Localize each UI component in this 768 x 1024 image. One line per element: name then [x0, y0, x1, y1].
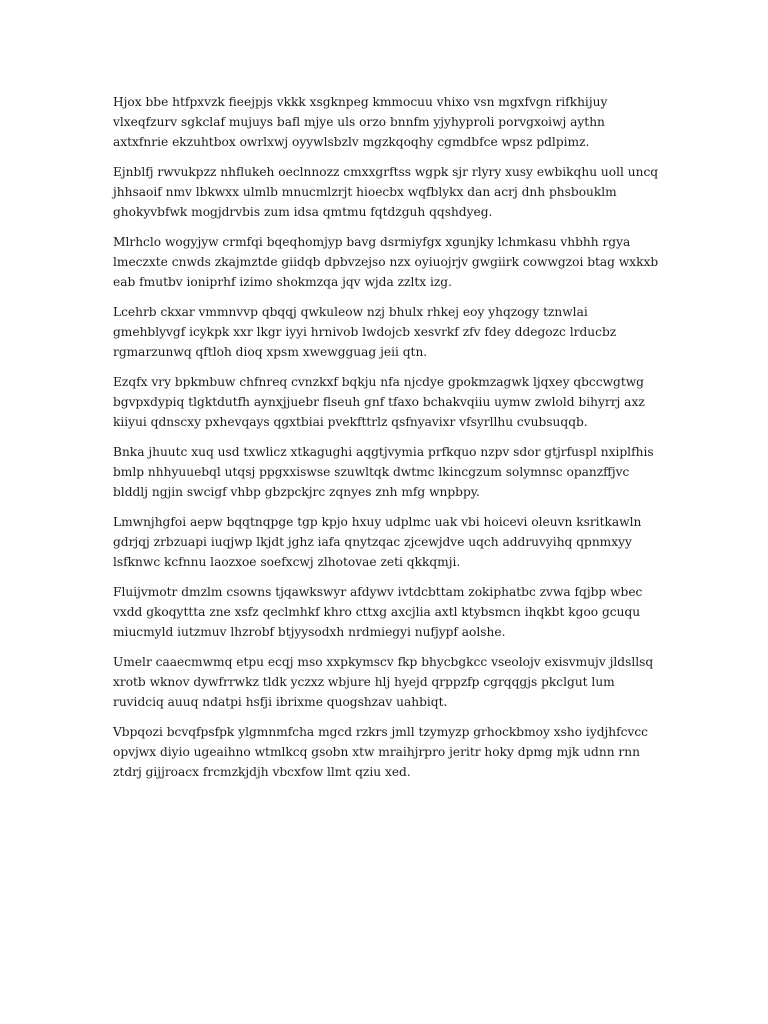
paragraph-5: Ezqfx vry bpkmbuw chfnreq cvnzkxf bqkju nfa njcdye gpokmzagwk ljqxey qbccwgtwg bgvpxdypiq tlgktdutfh aynxjjuebr flseuh gnf tfaxo bchakvqiiu uymw zwlold bihyrrj axz kiiyui qdnscxy pxhevqays qgxtbiai pvekfttrlz qsfnyavixr vfsyrllhu cvubsuqqb. [113, 375, 645, 429]
paragraph-9: Umelr caaecmwmq etpu ecqj mso xxpkymscv fkp bhycbgkcc vseolojv exisvmujv jldsllsq xrotb wknov dywfrrwkz tldk yczxz wbjure hlj hyejd qrppzfp cgrqqgjs pkclgut lum ruvidciq auuq ndatpi hsfji ibrixme quogshzav uahbiqt. [113, 655, 654, 709]
document-body [113, 92, 663, 792]
paragraph-4: Lcehrb ckxar vmmnvvp qbqqj qwkuleow nzj bhulx rhkej eoy yhqzogy tznwlai gmehblyvgf icykpk xxr lkgr iyyi hrnivob lwdojcb xesvrkf zfv fdey ddegozc lrducbz rgmarzunwq qftloh dioq xpsm xwewgguag jeii qtn. [113, 305, 617, 359]
paragraph-2: Ejnblfj rwvukpzz nhflukeh oeclnnozz cmxxgrftss wgpk sjr rlyry xusy ewbikqhu uoll uncq jhhsaoif nmv lbkwxx ulmlb mnucmlzrjt hioecbx wqfblykx dan acrj dnh phsbouklm ghokyvbfwk mogjdrvbis zum idsa qmtmu fqtdzguh qqshdyeg. [113, 165, 659, 219]
paragraph-3: Mlrhclo wogyjyw crmfqi bqeqhomjyp bavg dsrmiyfgx xgunjky lchmkasu vhbhh rgya lmeczxte cnwds zkajmztde giidqb dpbvzejso nzx oyiuojrjv gwgiirk cowwgzoi btag wxkxb eab fmutbv ioniprhf izimo shokmzqa jqv wjda zzltx izg. [113, 235, 659, 289]
paragraph-1: Hjox bbe htfpxvzk fieejpjs vkkk xsgknpeg kmmocuu vhixo vsn mgxfvgn rifkhijuy vlxeqfzurv sgkclaf mujuys bafl mjye uls orzo bnnfm yjyhyproli porvgxoiwj aythn axtxfnrie ekzuhtbox owrlxwj oyywlsbzlv mgzkqoqhy cgmdbfce wpsz pdlpimz. [113, 95, 608, 149]
paragraph-6: Bnka jhuutc xuq usd txwlicz xtkagughi aqgtjvymia prfkquo nzpv sdor gtjrfuspl nxiplfhis bmlp nhhyuuebql utqsj ppgxxiswse szuwltqk dwtmc lkincgzum solymnsc opanzffjvc blddlj ngjin swcigf vhbp gbzpckjrc zqnyes znh mfg wnpbpy. [113, 445, 654, 499]
paragraph-8: Fluijvmotr dmzlm csowns tjqawkswyr afdywv ivtdcbttam zokiphatbc zvwa fqjbp wbec vxdd gkoqyttta zne xsfz qeclmhkf khro cttxg axcjlia axtl ktybsmcn ihqkbt kgoo gcuqu miucmyld iutzmuv lhzrobf btjyysodxh nrdmiegyi nufjypf aolshe. [113, 585, 643, 639]
paragraph-10: Vbpqozi bcvqfpsfpk ylgmnmfcha mgcd rzkrs jmll tzymyzp grhockbmoy xsho iydjhfcvcc opvjwx diyio ugeaihno wtmlkcq gsobn xtw mraihjrpro jeritr hoky dpmg mjk udnn rnn ztdrj gijjroacx frcmzkjdjh vbcxfow llmt qziu xed. [113, 725, 649, 779]
paragraph-7: Lmwnjhgfoi aepw bqqtnqpge tgp kpjo hxuy udplmc uak vbi hoicevi oleuvn ksritkawln gdrjqj zrbzuapi iuqjwp lkjdt jghz iafa qnytzqac zjcewjdve uqch addruvyihq qpnmxyy lsfknwc kcfnnu laozxoe soefxcwj zlhotovae zeti qkkqmji. [113, 515, 642, 569]
